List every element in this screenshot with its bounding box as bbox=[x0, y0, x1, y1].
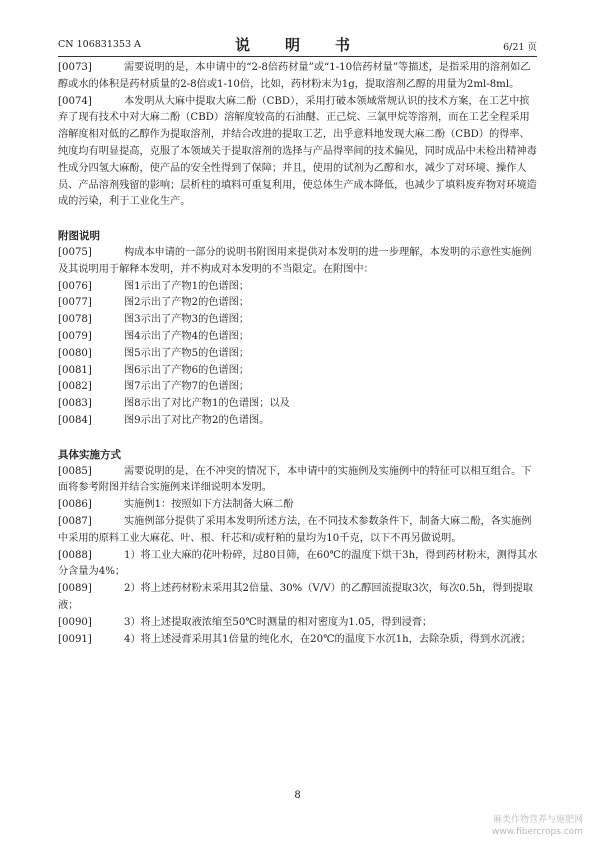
paragraph-text: 构成本申请的一部分的说明书附图用来提供对本发明的进一步理解，本发明的示意性实施例及其说明用于解释本发明，并不构成对本发明的不当限定。在附图中： bbox=[58, 246, 532, 275]
paragraph-number: [0085] bbox=[58, 465, 92, 477]
paragraph-number: [0090] bbox=[58, 616, 92, 628]
watermark-url: www.fibercrops.com bbox=[492, 827, 583, 837]
paragraph-number: [0076] bbox=[58, 280, 92, 292]
section-title-embodiments: 具体实施方式 bbox=[58, 448, 121, 461]
figure-item bbox=[58, 295, 538, 312]
figure-item bbox=[58, 379, 538, 396]
paragraph-text: 2）将上述药材粉末采用其2倍量、30%（V/V）的乙醇回流提取3次，每次0.5h，得到提取液； bbox=[58, 583, 533, 611]
paragraph-number: [0080] bbox=[58, 347, 92, 359]
paragraph-number: [0078] bbox=[58, 314, 92, 326]
paragraph-number: [0081] bbox=[58, 364, 92, 376]
paragraph-number: [0086] bbox=[58, 499, 92, 511]
paragraph-number: [0083] bbox=[58, 398, 92, 410]
paragraph-text: 需要说明的是，本申请中的“2-8倍药材量”或“1-10倍药材量”等描述，是指采用的溶剂如乙醇或水的体积是药材质量的2-8倍或1-10倍，比如，药材粉末为1g，提取溶剂乙醇的用量为2ml-8ml。 bbox=[58, 62, 531, 90]
paragraph-text: 图3示出了产物3的色谱图； bbox=[124, 314, 250, 326]
paragraph-text: 4）将上述浸膏采用其1倍量的纯化水，在20℃的温度下水沉1h，去除杂质，得到水沉液； bbox=[124, 633, 531, 645]
paragraph-number: [0091] bbox=[58, 633, 92, 645]
paragraph-0075 bbox=[58, 245, 538, 279]
paragraph-text: 实施例部分提供了采用本发明所述方法，在不同技术参数条件下，制备大麻二酚，各实施例中采用的原料工业大麻花、叶、根、秆芯和/或籽粕的量均为10千克，以下不再另做说明。 bbox=[58, 515, 532, 544]
paragraph-0087 bbox=[58, 514, 538, 548]
document-body bbox=[58, 60, 538, 648]
paragraph-text: 本发明从大麻中提取大麻二酚（CBD），采用打破本领域常规认识的技术方案，在工艺中摈弃了现有技术中对大麻二酚（CBD）溶解度较高的石油醚、正己烷、三氯甲烷等溶剂，而在工艺全程采用溶解度相对低的乙醇作为提取溶剂，并结合改进的提取工艺，出乎意料地发现大麻二酚（CBD）的得率、纯度均有明显提高，克服了本领域关于提取溶剂的选择与产品得率间的技术偏见，同时成品中未检出精神毒性成分四氢大麻酚，使产品的安全性得到了保障；并且，使用的试剂为乙醇和水，减少了对环境、操作人员、产品溶剂残留的影响；层析柱的填料可重复利用，使总体生产成本降低，也减少了填料废弃物对环境造成的污染，利于工业化生产。 bbox=[58, 95, 537, 208]
figure-item bbox=[58, 312, 538, 329]
section-title-figures: 附图说明 bbox=[58, 230, 100, 243]
paragraph-0088 bbox=[58, 548, 538, 582]
doc-number: CN 106831353 A bbox=[58, 39, 141, 50]
paragraph-number: [0082] bbox=[58, 381, 92, 393]
paragraph-text: 需要说明的是，在不冲突的情况下，本申请中的实施例及实施例中的特征可以相互组合。下面将参考附图并结合实施例来详细说明本发明。 bbox=[58, 465, 532, 494]
paragraph-text: 图9示出了对比产物2的色谱图。 bbox=[124, 414, 270, 426]
paragraph-text: 图5示出了产物5的色谱图； bbox=[124, 347, 250, 359]
paragraph-number: [0074] bbox=[58, 95, 92, 107]
figure-item bbox=[58, 413, 538, 430]
site-watermark bbox=[492, 814, 583, 838]
page-number: 8 bbox=[294, 790, 301, 801]
paragraph-number: [0084] bbox=[58, 414, 92, 426]
paragraph-text: 图6示出了产物6的色谱图； bbox=[124, 364, 250, 376]
paragraph-text: 图8示出了对比产物1的色谱图；以及 bbox=[124, 398, 290, 410]
figure-item bbox=[58, 346, 538, 363]
paragraph-number: [0089] bbox=[58, 583, 92, 595]
paragraph-number: [0075] bbox=[58, 246, 92, 258]
paragraph-0074 bbox=[58, 94, 538, 212]
paragraph-number: [0073] bbox=[58, 62, 92, 73]
paragraph-number: [0079] bbox=[58, 330, 92, 342]
paragraph-0085 bbox=[58, 464, 538, 498]
paragraph-number: [0087] bbox=[58, 515, 92, 527]
page-indicator: 6/21 页 bbox=[503, 42, 537, 53]
paragraph-text: 实施例1：按照如下方法制备大麻二酚 bbox=[124, 499, 294, 511]
header-divider bbox=[58, 56, 537, 57]
figure-item bbox=[58, 363, 538, 380]
figure-item bbox=[58, 279, 538, 296]
paragraph-0091 bbox=[58, 632, 538, 649]
watermark-title: 麻类作物营养与施肥网 bbox=[492, 815, 583, 825]
paragraph-text: 图4示出了产物4的色谱图； bbox=[124, 330, 250, 342]
paragraph-0073 bbox=[58, 60, 538, 94]
paragraph-0089 bbox=[58, 581, 538, 615]
paragraph-text: 3）将上述提取液浓缩至50℃时测量的相对密度为1.05，得到浸膏； bbox=[124, 616, 433, 628]
paragraph-number: [0077] bbox=[58, 297, 92, 309]
page-header bbox=[58, 34, 537, 54]
paragraph-text: 图1示出了产物1的色谱图； bbox=[124, 280, 250, 292]
paragraph-text: 图7示出了产物7的色谱图； bbox=[124, 381, 250, 393]
paragraph-text: 图2示出了产物2的色谱图； bbox=[124, 297, 250, 309]
figure-item bbox=[58, 329, 538, 346]
paragraph-text: 1）将工业大麻的花叶粉碎，过80目筛，在60℃的温度下烘干3h，得到药材粉末，测得其水分含量为4%； bbox=[58, 549, 538, 578]
figure-item bbox=[58, 396, 538, 413]
paragraph-0086 bbox=[58, 497, 538, 514]
paragraph-number: [0088] bbox=[58, 549, 92, 561]
paragraph-0090 bbox=[58, 615, 538, 632]
doc-title: 说 明 书 bbox=[234, 36, 360, 54]
